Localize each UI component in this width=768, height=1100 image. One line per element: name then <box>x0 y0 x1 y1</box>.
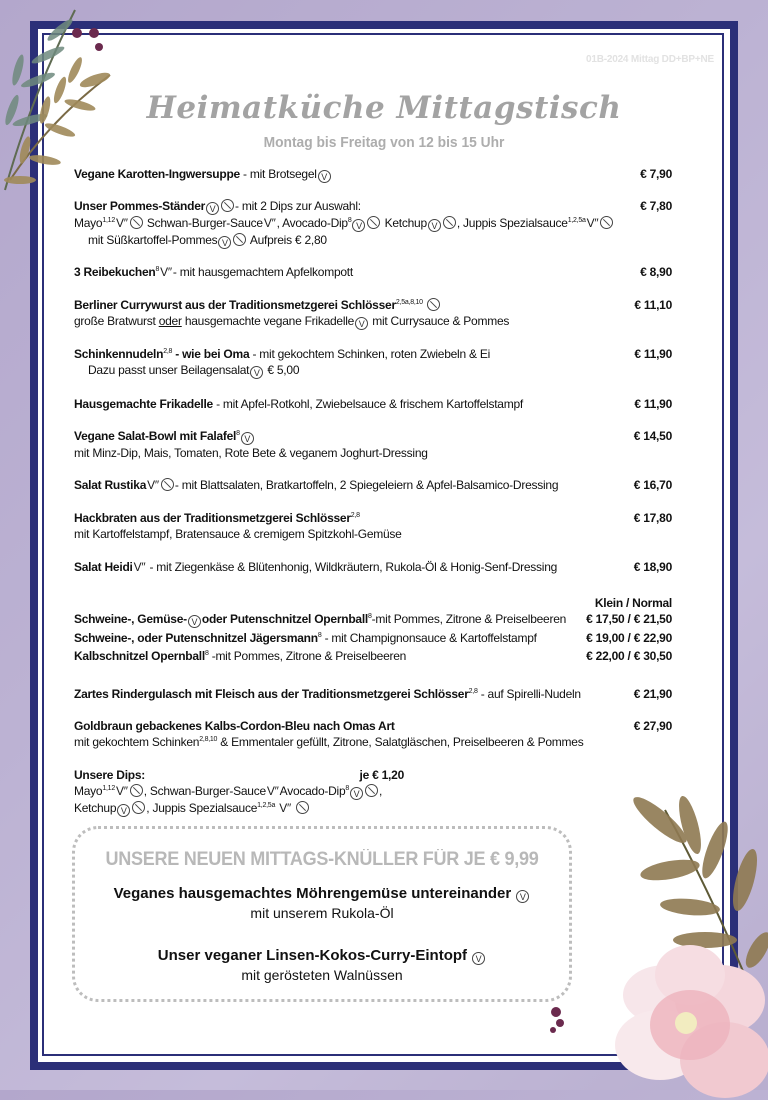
allergen-note: 2,8,10 <box>199 736 218 743</box>
item-name: Zartes Rindergulasch mit Fleisch aus der Traditionsmetzgerei Schlösser <box>74 687 469 701</box>
dip-burger-sauce: Schwan-Burger-Sauce <box>146 216 263 230</box>
dip-mayo: Mayo <box>74 784 103 798</box>
vegetarian-icon: V″ <box>586 216 599 230</box>
allergen-note: 2,8 <box>468 688 478 695</box>
option-label: Dazu passt unser Beilagensalat <box>88 363 250 377</box>
item-price: € 21,90 <box>633 687 672 701</box>
desc-text: & Emmentaler gefüllt, Zitrone, Salatgläschen, Preiselbeeren & Pommes <box>217 735 584 749</box>
vegetarian-icon: V″ <box>147 478 159 492</box>
vegan-icon: V <box>350 787 363 800</box>
item-price: € 22,00 / € 30,50 <box>586 649 672 663</box>
item-price: € 19,00 / € 22,90 <box>586 631 672 645</box>
desc-text: mit Currysauce & Pommes <box>369 314 510 328</box>
desc-text: hausgemachte vegane Frikadelle <box>181 314 355 328</box>
allergen-note: 1,2,5a <box>567 217 586 224</box>
allergen-note: 2,8 <box>163 348 173 355</box>
dip-juppis: , Juppis Spezialsauce <box>456 216 568 230</box>
allergen-note: 8 <box>317 632 322 639</box>
menu-item <box>74 477 672 493</box>
allergen-note: 8 <box>204 650 209 657</box>
vegetarian-icon: V″ <box>263 216 276 230</box>
item-price: € 11,10 <box>634 298 672 312</box>
vegan-icon: V <box>472 952 485 965</box>
promo-dish <box>75 947 569 983</box>
vegan-icon: V <box>516 890 529 903</box>
vegan-icon: V <box>355 317 368 330</box>
vegan-icon: V <box>428 219 441 232</box>
gluten-free-icon <box>367 216 380 229</box>
desc-underlined: oder <box>158 314 182 328</box>
gluten-free-icon <box>296 801 309 814</box>
item-description: -mit Pommes, Zitrone & Preiselbeeren <box>371 612 567 626</box>
vegetarian-icon: V″ <box>279 801 291 815</box>
gluten-free-icon <box>427 298 440 311</box>
menu-item <box>74 428 672 461</box>
item-name: Schweine-, Gemüse- <box>74 612 187 626</box>
item-name: Berliner Currywurst aus der Traditionsmetzgerei Schlösser <box>74 298 396 312</box>
item-description: - mit Brotsegel <box>243 167 317 181</box>
item-description: - mit 2 Dips zur Auswahl: <box>235 199 361 213</box>
item-description: - mit Champignonsauce & Kartoffelstampf <box>321 631 537 645</box>
vegan-icon: V <box>188 615 201 628</box>
item-price: € 27,90 <box>633 719 672 733</box>
sweet-potato-option <box>74 232 672 249</box>
gluten-free-icon <box>221 199 234 212</box>
side-salad-option <box>74 362 672 379</box>
item-name: oder Putenschnitzel Opernball <box>201 612 368 626</box>
dip-mayo: Mayo <box>74 216 103 230</box>
promo-title: UNSERE NEUEN MITTAGS-KNÜLLER FÜR JE € 9,99 <box>105 849 539 870</box>
menu-item <box>74 630 672 646</box>
gluten-free-icon <box>130 784 143 797</box>
dips-section <box>74 767 404 817</box>
dip-burger-sauce: , Schwan-Burger-Sauce <box>143 784 266 798</box>
vegetarian-icon: V″ <box>160 265 172 279</box>
gluten-free-icon <box>161 478 174 491</box>
item-description: -mit Pommes, Zitrone & Preiselbeeren <box>208 649 407 663</box>
menu-item <box>74 198 672 249</box>
vegetarian-icon: V″ <box>115 216 128 230</box>
menu-item <box>74 559 672 575</box>
menu-item <box>74 718 672 750</box>
item-price: € 7,80 <box>640 199 672 213</box>
menu-item <box>74 396 672 412</box>
item-name: 3 Reibekuchen <box>74 265 156 279</box>
promo-dish-description: mit gerösteten Walnüssen <box>241 967 403 983</box>
vegetarian-icon: V″ <box>133 560 146 574</box>
item-description: mit Kartoffelstampf, Bratensauce & cremigem Spitzkohl-Gemüse <box>74 527 402 541</box>
menu-item <box>74 510 672 542</box>
dip-juppis: , Juppis Spezialsauce <box>146 801 258 815</box>
desc-text: große Bratwurst <box>74 314 159 328</box>
item-price: € 11,90 <box>634 397 672 411</box>
schnitzel-section <box>74 595 672 664</box>
allergen-note: 8 <box>347 217 352 224</box>
gluten-free-icon <box>365 784 378 797</box>
menu-item <box>74 346 672 379</box>
item-description: - mit Apfel-Rotkohl, Zwiebelsauce & frischem Kartoffelstampf <box>212 397 523 411</box>
item-price: € 7,90 <box>640 167 672 181</box>
item-price: € 17,50 / € 21,50 <box>586 612 672 626</box>
allergen-note: 2,5a,8,10 <box>395 299 423 306</box>
vegetarian-icon: V″ <box>266 784 279 798</box>
allergen-note: 8 <box>155 266 160 273</box>
promo-dish <box>75 885 569 921</box>
size-column-header: Klein / Normal <box>594 596 672 610</box>
item-price: € 16,70 <box>633 478 672 492</box>
item-name-suffix: - wie bei Oma <box>172 347 250 361</box>
item-name: Hausgemachte Frikadelle <box>74 397 213 411</box>
option-price: € 5,00 <box>267 363 300 377</box>
dip-ketchup: Ketchup <box>384 216 427 230</box>
menu-item <box>74 166 672 183</box>
item-description: mit Minz-Dip, Mais, Tomaten, Rote Bete & veganem Joghurt-Dressing <box>74 446 428 460</box>
vegan-icon: V <box>352 219 365 232</box>
menu-item <box>74 264 672 280</box>
item-price: € 8,90 <box>640 265 672 279</box>
item-description: - mit Blattsalaten, Bratkartoffeln, 2 Spiegeleiern & Apfel-Balsamico-Dressing <box>174 478 559 492</box>
allergen-note: 8 <box>368 613 372 620</box>
vegetarian-icon: V″ <box>115 784 128 798</box>
item-name: Vegane Karotten-Ingwersuppe <box>74 167 240 181</box>
item-description <box>74 313 672 330</box>
dip-options <box>74 215 672 232</box>
item-name: Schinkennudeln <box>74 347 164 361</box>
item-description: - mit Ziegenkäse & Blütenhonig, Wildkräutern, Rukola-Öl & Honig-Senf-Dressing <box>146 560 558 574</box>
vegan-icon: V <box>206 202 219 215</box>
allergen-note: 1,2,5a <box>257 802 276 809</box>
promo-dish-description: mit unserem Rukola-Öl <box>250 905 394 921</box>
menu-item <box>74 297 672 330</box>
item-name: Kalbschnitzel Opernball <box>74 649 205 663</box>
vegan-icon: V <box>318 170 331 183</box>
promo-dish-name: Unser veganer Linsen-Kokos-Curry-Eintopf <box>157 947 468 964</box>
item-price: € 18,90 <box>633 560 672 574</box>
vegan-icon: V <box>250 366 263 379</box>
item-price: € 14,50 <box>633 429 672 443</box>
item-name: Hackbraten aus der Traditionsmetzgerei Schlösser <box>74 511 351 525</box>
allergen-note: 1,12 <box>102 217 115 224</box>
page-title: Heimatküche Mittagstisch <box>146 90 622 126</box>
allergen-note: 1,12 <box>102 785 115 792</box>
dips-list-line-1: Mayo$^{1,12}$V″ , Schwan-Burger-SauceV″Avocado-Dip$^8$V , <box>74 784 383 799</box>
gluten-free-icon <box>600 216 613 229</box>
vegan-icon: V <box>218 236 231 249</box>
item-price: € 11,90 <box>634 347 672 361</box>
item-price: € 17,80 <box>633 511 672 525</box>
option-label: mit Süßkartoffel-Pommes <box>88 233 218 247</box>
gluten-free-icon <box>130 216 143 229</box>
allergen-note: 2,8 <box>350 512 360 519</box>
dips-title: Unsere Dips: <box>74 768 146 782</box>
item-name: Goldbraun gebackenes Kalbs-Cordon-Bleu nach Omas Art <box>74 719 395 733</box>
promo-box <box>72 826 572 1002</box>
desc-text: mit gekochtem Schinken <box>74 735 200 749</box>
dip-avocado: Avocado-Dip <box>279 784 346 798</box>
allergen-note: 8 <box>345 785 350 792</box>
item-description: - auf Spirelli-Nudeln <box>477 687 581 701</box>
dips-list-line-2 <box>74 800 404 817</box>
vegan-icon: V <box>241 432 254 445</box>
item-description: - mit hausgemachtem Apfelkompott <box>172 265 353 279</box>
item-name: Vegane Salat-Bowl mit Falafel <box>74 429 237 443</box>
opening-hours: Montag bis Freitag von 12 bis 15 Uhr <box>263 134 505 151</box>
item-name: Salat Heidi <box>74 560 133 574</box>
dip-ketchup: Ketchup <box>74 801 117 815</box>
vegan-icon: V <box>117 804 130 817</box>
item-name: Salat Rustika <box>74 478 147 492</box>
gluten-free-icon <box>132 801 145 814</box>
gluten-free-icon <box>233 233 246 246</box>
surcharge: Aufpreis € 2,80 <box>249 233 327 247</box>
menu-item <box>74 611 672 628</box>
promo-dish-name: Veganes hausgemachtes Möhrengemüse untereinander <box>113 885 512 902</box>
allergen-note: 8 <box>236 430 240 437</box>
gluten-free-icon <box>443 216 456 229</box>
dips-price: je € 1,20 <box>359 768 404 782</box>
item-description: - mit gekochtem Schinken, roten Zwiebeln & Ei <box>249 347 490 361</box>
menu-item <box>74 686 672 702</box>
dip-avocado: , Avocado-Dip <box>276 216 348 230</box>
item-description <box>74 734 672 750</box>
item-name: Unser Pommes-Ständer <box>74 199 206 213</box>
menu-item <box>74 648 672 664</box>
document-code: 01B-2024 Mittag DD+BP+NE <box>585 54 714 65</box>
item-name: Schweine-, oder Putenschnitzel Jägersmann <box>74 631 318 645</box>
